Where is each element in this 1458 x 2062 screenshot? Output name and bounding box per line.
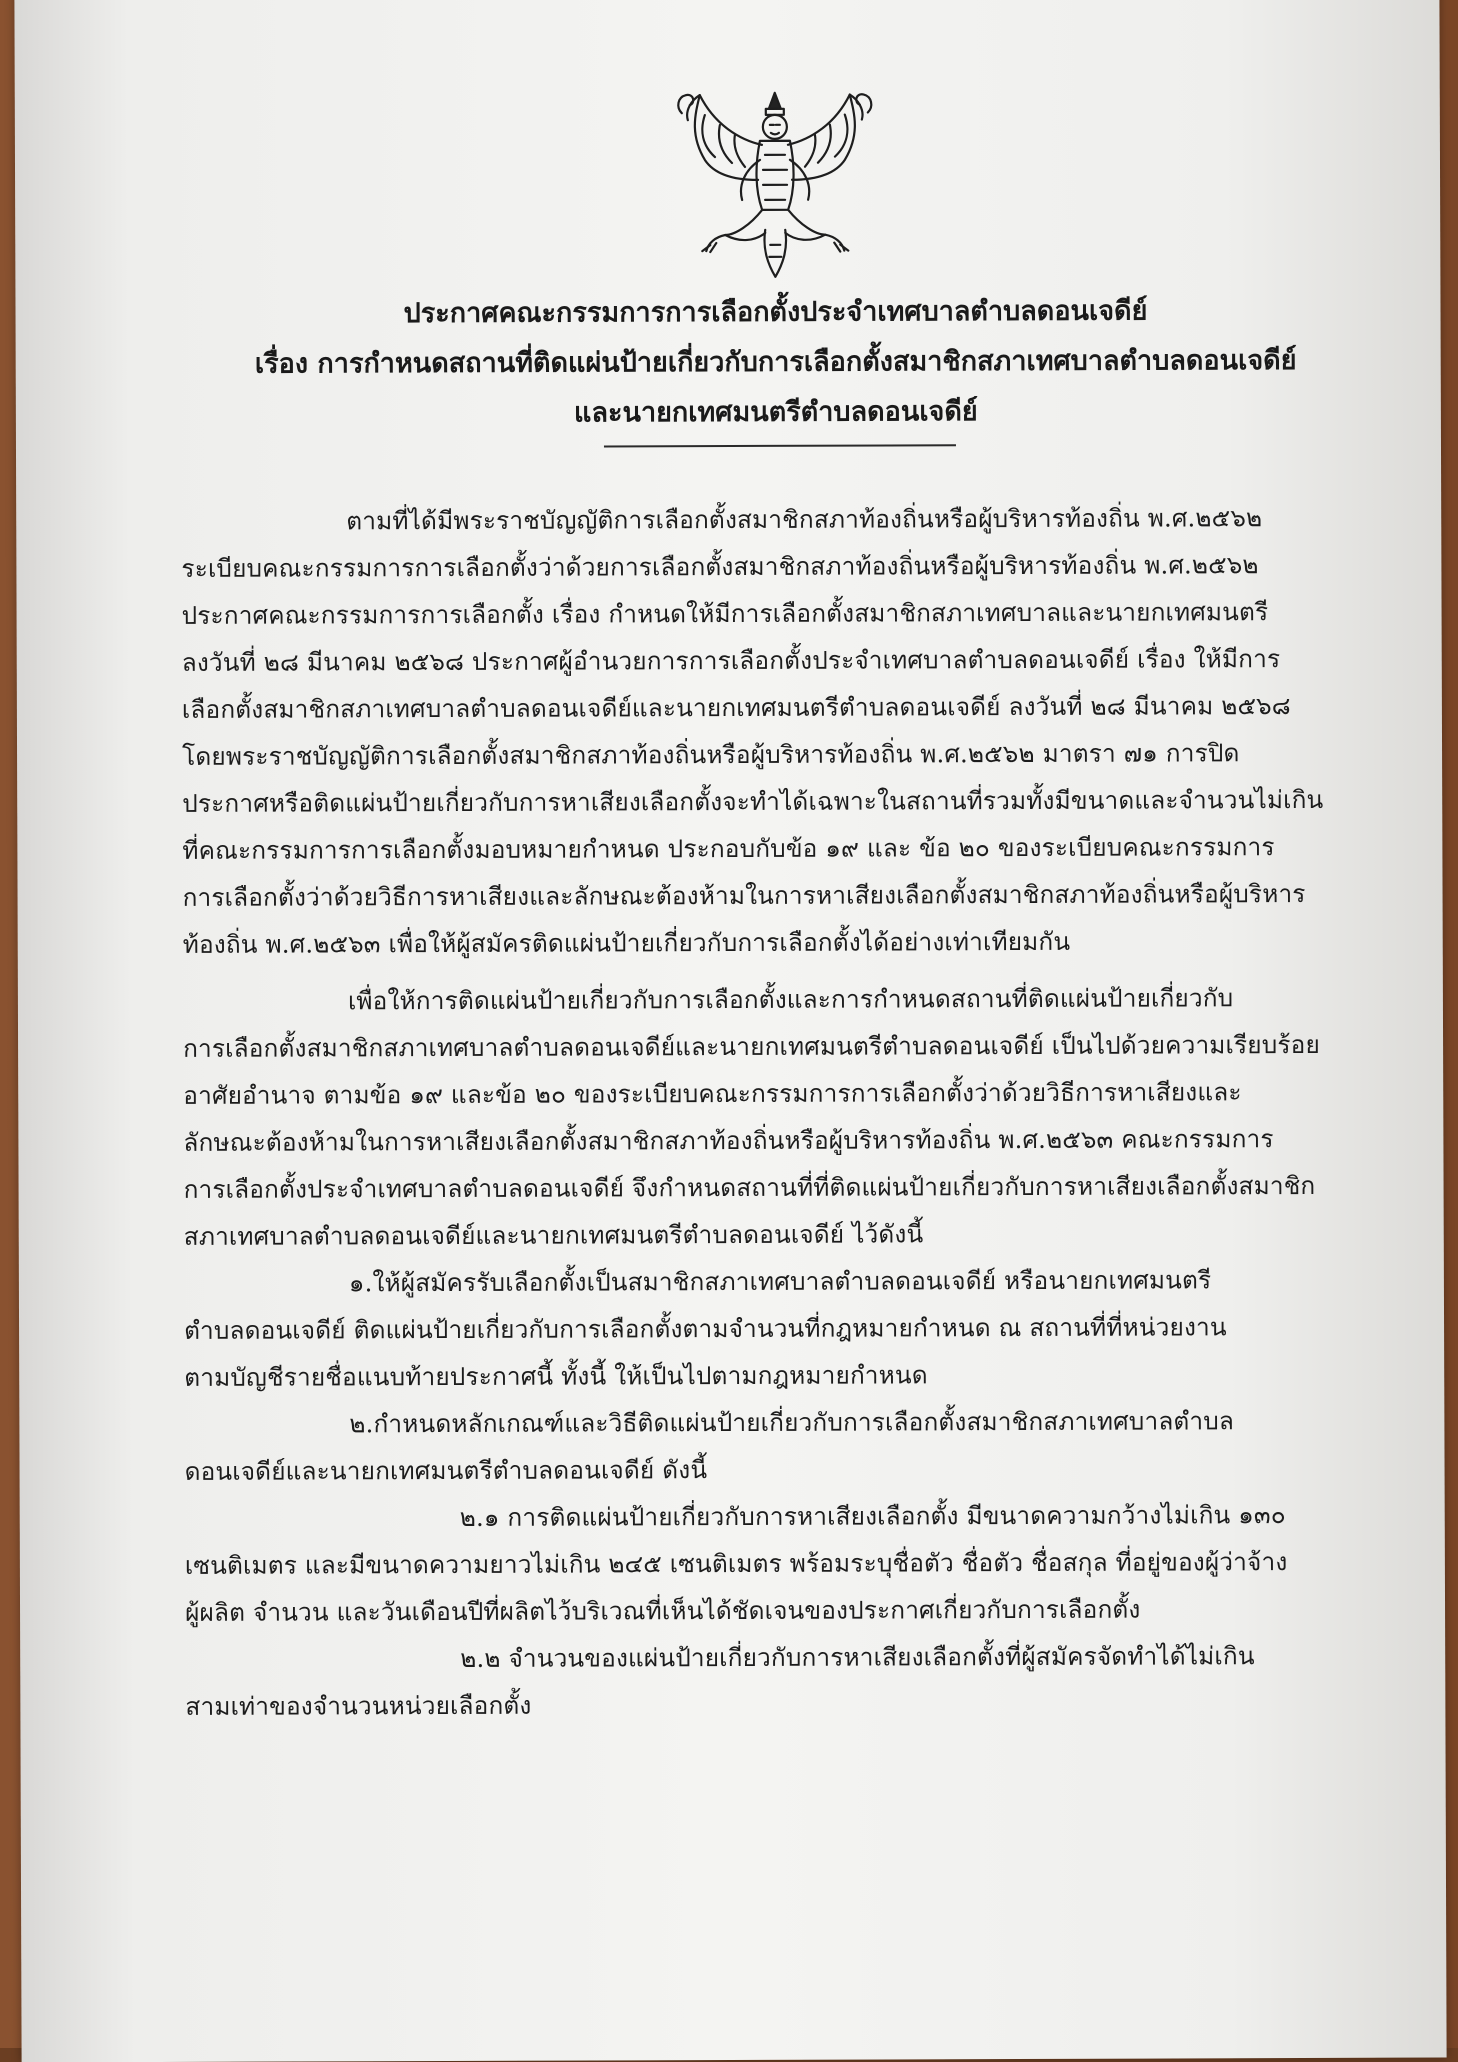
body-line: อาศัยอำนาจ ตามข้อ ๑๙ และข้อ ๒๐ ของระเบียบคณะกรรมการการเลือกตั้งว่าด้วยวิธีการหาเสียงและ	[183, 1077, 1242, 1110]
body-line: ระเบียบคณะกรรมการการเลือกตั้งว่าด้วยการเลือกตั้งสมาชิกสภาท้องถิ่นหรือผู้บริหารท้องถิ่น พ.ศ.๒๕๖๒	[181, 550, 1259, 583]
body-line: การเลือกตั้งสมาชิกสภาเทศบาลตำบลดอนเจดีย์และนายกเทศมนตรีตำบลดอนเจดีย์ เป็นไปด้วยความเรียบร้อย	[183, 1029, 1320, 1063]
body-line: ลงวันที่ ๒๘ มีนาคม ๒๕๖๘ ประกาศผู้อำนวยการการเลือกตั้งประจำเทศบาลตำบลดอนเจดีย์ เรื่อง ให้มีการ	[181, 644, 1281, 677]
body-line: เลือกตั้งสมาชิกสภาเทศบาลตำบลดอนเจดีย์และนายกเทศมนตรีตำบลดอนเจดีย์ ลงวันที่ ๒๘ มีนาคม ๒๕๖๘	[181, 691, 1291, 724]
body-line: เพื่อให้การติดแผ่นป้ายเกี่ยวกับการเลือกตั้งและการกำหนดสถานที่ติดแผ่นป้ายเกี่ยวกับ	[347, 983, 1234, 1016]
body-line: ๒.๑ การติดแผ่นป้ายเกี่ยวกับการหาเสียงเลือกตั้ง มีขนาดความกว้างไม่เกิน ๑๓๐	[459, 1500, 1286, 1532]
body-line: ๒.กำหนดหลักเกณฑ์และวิธีติดแผ่นป้ายเกี่ยวกับการเลือกตั้งสมาชิกสภาเทศบาลตำบล	[349, 1406, 1234, 1439]
body-line: ผู้ผลิต จำนวน และวันเดือนปีที่ผลิตไว้บริเวณที่เห็นได้ชัดเจนของประกาศเกี่ยวกับการเลือกตั้ง	[184, 1594, 1141, 1627]
body-line: ดอนเจดีย์และนายกเทศมนตรีตำบลดอนเจดีย์ ดังนี้	[184, 1455, 708, 1486]
body-line: ประกาศหรือติดแผ่นป้ายเกี่ยวกับการหาเสียงเลือกตั้งจะทำได้เฉพาะในสถานที่รวมทั้งมีขนาดและจำนวนไม่เกิน	[182, 784, 1324, 818]
body-line: ตามที่ได้มีพระราชบัญญัติการเลือกตั้งสมาชิกสภาท้องถิ่นหรือผู้บริหารท้องถิ่น พ.ศ.๒๕๖๒	[346, 503, 1263, 536]
body-line: การเลือกตั้งว่าด้วยวิธีการหาเสียงและลักษณะต้องห้ามในการหาเสียงเลือกตั้งสมาชิกสภาท้องถิ่นหรือผู้บริหาร	[182, 878, 1306, 912]
garuda-emblem	[670, 84, 881, 285]
heading-subject-continuation: และนายกเทศมนตรีตำบลดอนเจดีย์	[573, 396, 978, 429]
body-line: การเลือกตั้งประจำเทศบาลตำบลดอนเจดีย์ จึงกำหนดสถานที่ที่ติดแผ่นป้ายเกี่ยวกับการหาเสียงเลือกตั้งสมาชิก	[183, 1170, 1316, 1204]
body-line: ที่คณะกรรมการการเลือกตั้งมอบหมายกำหนด ประกอบกับข้อ ๑๙ และ ข้อ ๒๐ ของระเบียบคณะกรรมการ	[182, 832, 1275, 865]
body-line: ลักษณะต้องห้ามในการหาเสียงเลือกตั้งสมาชิกสภาท้องถิ่นหรือผู้บริหารท้องถิ่น พ.ศ.๒๕๖๓ คณะกรรมการ	[183, 1124, 1274, 1157]
body-line: ๑.ให้ผู้สมัครรับเลือกตั้งเป็นสมาชิกสภาเทศบาลตำบลดอนเจดีย์ หรือนายกเทศมนตรี	[348, 1265, 1212, 1298]
body-line: ๒.๒ จำนวนของแผ่นป้ายเกี่ยวกับการหาเสียงเลือกตั้งที่ผู้สมัครจัดทำได้ไม่เกิน	[460, 1641, 1255, 1673]
heading-subject: เรื่อง การกำหนดสถานที่ติดแผ่นป้ายเกี่ยวกับการเลือกตั้งสมาชิกสภาเทศบาลตำบลดอนเจดีย์	[254, 345, 1297, 380]
body-line: โดยพระราชบัญญัติการเลือกตั้งสมาชิกสภาท้องถิ่นหรือผู้บริหารท้องถิ่น พ.ศ.๒๕๖๒ มาตรา ๗๑ การปิด	[182, 738, 1240, 771]
body-line: ท้องถิ่น พ.ศ.๒๕๖๓ เพื่อให้ผู้สมัครติดแผ่นป้ายเกี่ยวกับการเลือกตั้งได้อย่างเท่าเทียมกัน	[182, 926, 1071, 959]
document-page	[14, 0, 1446, 2062]
body-line: สามเท่าของจำนวนหน่วยเลือกตั้ง	[185, 1690, 532, 1721]
heading-underline	[604, 444, 956, 447]
body-line: ตามบัญชีรายชื่อแนบท้ายประกาศนี้ ทั้งนี้ ให้เป็นไปตามกฎหมายกำหนด	[184, 1360, 928, 1392]
heading-announcement-title: ประกาศคณะกรรมการการเลือกตั้งประจำเทศบาลตำบลดอนเจดีย์	[403, 295, 1148, 330]
body-line: สภาเทศบาลตำบลดอนเจดีย์และนายกเทศมนตรีตำบลดอนเจดีย์ ไว้ดังนี้	[183, 1219, 924, 1251]
body-line: เซนติเมตร และมีขนาดความยาวไม่เกิน ๒๔๕ เซนติเมตร พร้อมระบุชื่อตัว ชื่อตัว ชื่อสกุล ที่อยู่ของผู้ว่าจ้าง	[184, 1547, 1288, 1580]
body-line: ประกาศคณะกรรมการการเลือกตั้ง เรื่อง กำหนดให้มีการเลือกตั้งสมาชิกสภาเทศบาลและนายกเทศมนตรี	[181, 597, 1269, 630]
body-line: ตำบลดอนเจดีย์ ติดแผ่นป้ายเกี่ยวกับการเลือกตั้งตามจำนวนที่กฎหมายกำหนด ณ สถานที่ที่หน่วยงาน	[184, 1312, 1227, 1345]
